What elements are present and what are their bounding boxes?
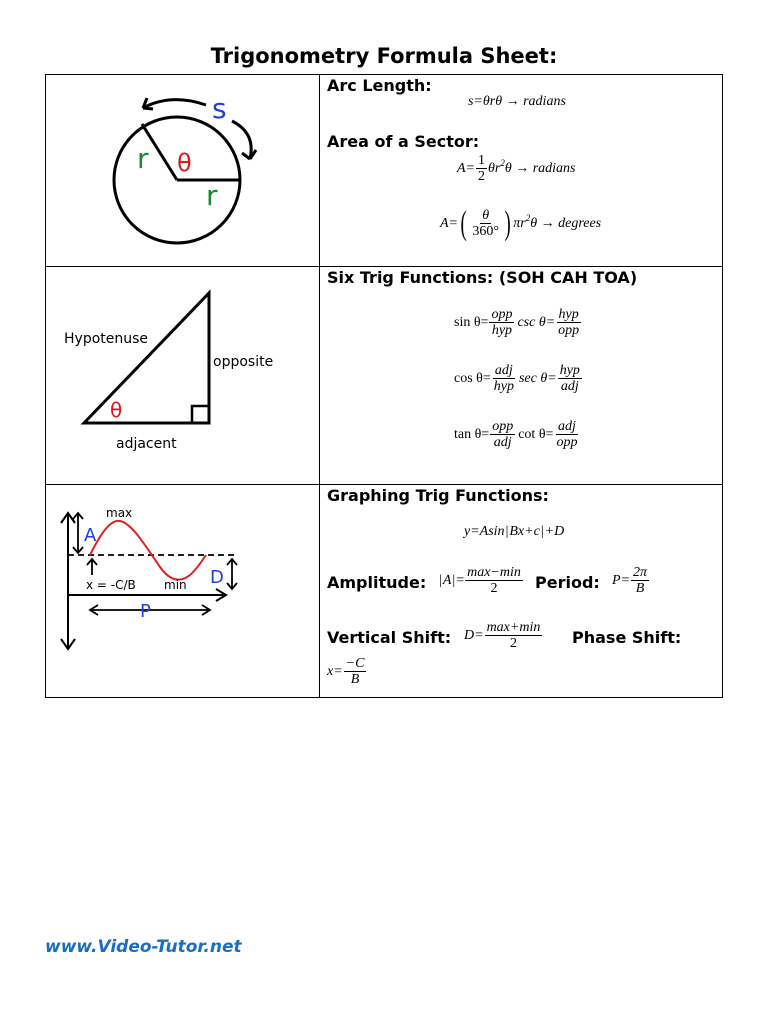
arc-r-label: r (137, 142, 149, 175)
tan-cot-formula: tan θ= $\frac{\text{opp}}{\text{adj}}$ cot θ= $\frac{\text{adj}}{\text{opp}}$ (454, 419, 578, 450)
trig-heading: Six Trig Functions: (SOH CAH TOA) (327, 268, 638, 287)
triangle-hyp-label: Hypotenuse (64, 331, 149, 347)
triangle-adj-label: adjacent (116, 436, 177, 452)
graph-D-label: D (210, 567, 224, 588)
arc-diagram (46, 75, 319, 262)
triangle-opp-label: opposite (213, 354, 274, 370)
cos-sec-formula: cos θ= $\frac{\text{adj}}{\text{hyp}}$ sec θ= $\frac{\text{hyp}}{\text{adj}}$ (454, 363, 580, 394)
graph-A-label: A (84, 525, 97, 546)
sector-formula-degrees: A= ( $\frac{\theta}{360^\circ}$ ) πr 2 θ → degrees (440, 204, 602, 242)
graph-max-label: max (106, 506, 133, 520)
vertical-shift-formula: D= $\frac{\max+\min}{2}$ (464, 620, 541, 651)
graph-x-label: x = -C/B (86, 578, 136, 592)
sector-fraction-360: $\frac{\theta}{360^\circ}$ (472, 208, 499, 239)
graph-heading: Graphing Trig Functions: (327, 486, 549, 505)
arc-formula-cell (320, 75, 723, 267)
sector-fraction-half: $\frac{1}{2}$ (478, 153, 485, 184)
sin-csc-formula: sin θ= $\frac{\text{opp}}{\text{hyp}}$ csc θ= $\frac{\text{hyp}}{\text{opp}}$ (454, 307, 580, 338)
graph-min-label: min (164, 578, 187, 592)
footer-link[interactable]: www.Video-Tutor.net (45, 937, 242, 957)
sine-graph-diagram (46, 485, 319, 693)
triangle-diagram (46, 267, 319, 480)
arc-r2-label: r (206, 179, 218, 212)
page-title: Trigonometry Formula Sheet: (210, 44, 558, 68)
period-formula: P= $\frac{2\pi}{B}$ (612, 565, 648, 596)
vertical-shift-label: Vertical Shift: (327, 628, 452, 647)
row-arc (46, 75, 723, 267)
arc-formula: s= θrθ → radians (468, 94, 566, 109)
arc-heading: Arc Length: (327, 76, 432, 95)
arc-theta-label: θ (177, 149, 192, 177)
amplitude-formula: | A | = $\frac{\max-\min}{2}$ (439, 565, 521, 596)
amplitude-label: Amplitude: (327, 573, 427, 592)
period-label: Period: (535, 573, 600, 592)
row-graph (46, 485, 723, 698)
arc-diagram-cell (46, 75, 320, 267)
trig-formula-cell (320, 267, 723, 485)
graph-equation: y=Asin | Bx+c | +D (464, 524, 565, 539)
arc-s-label: s (212, 92, 227, 125)
row-trig (46, 267, 723, 485)
graph-P-label: P (140, 601, 151, 622)
graph-formula-cell (320, 485, 723, 698)
phase-shift-formula: x= $\frac{-C}{B}$ (327, 656, 365, 687)
triangle-diagram-cell (46, 267, 320, 485)
graph-diagram-cell (46, 485, 320, 698)
formula-table (45, 74, 723, 698)
phase-shift-label: Phase Shift: (572, 628, 682, 647)
sector-formula-radians: A= $\frac{1}{2}$ θr 2 θ → radians (457, 153, 576, 184)
triangle-theta-label: θ (110, 398, 123, 422)
sector-heading: Area of a Sector: (327, 132, 480, 151)
